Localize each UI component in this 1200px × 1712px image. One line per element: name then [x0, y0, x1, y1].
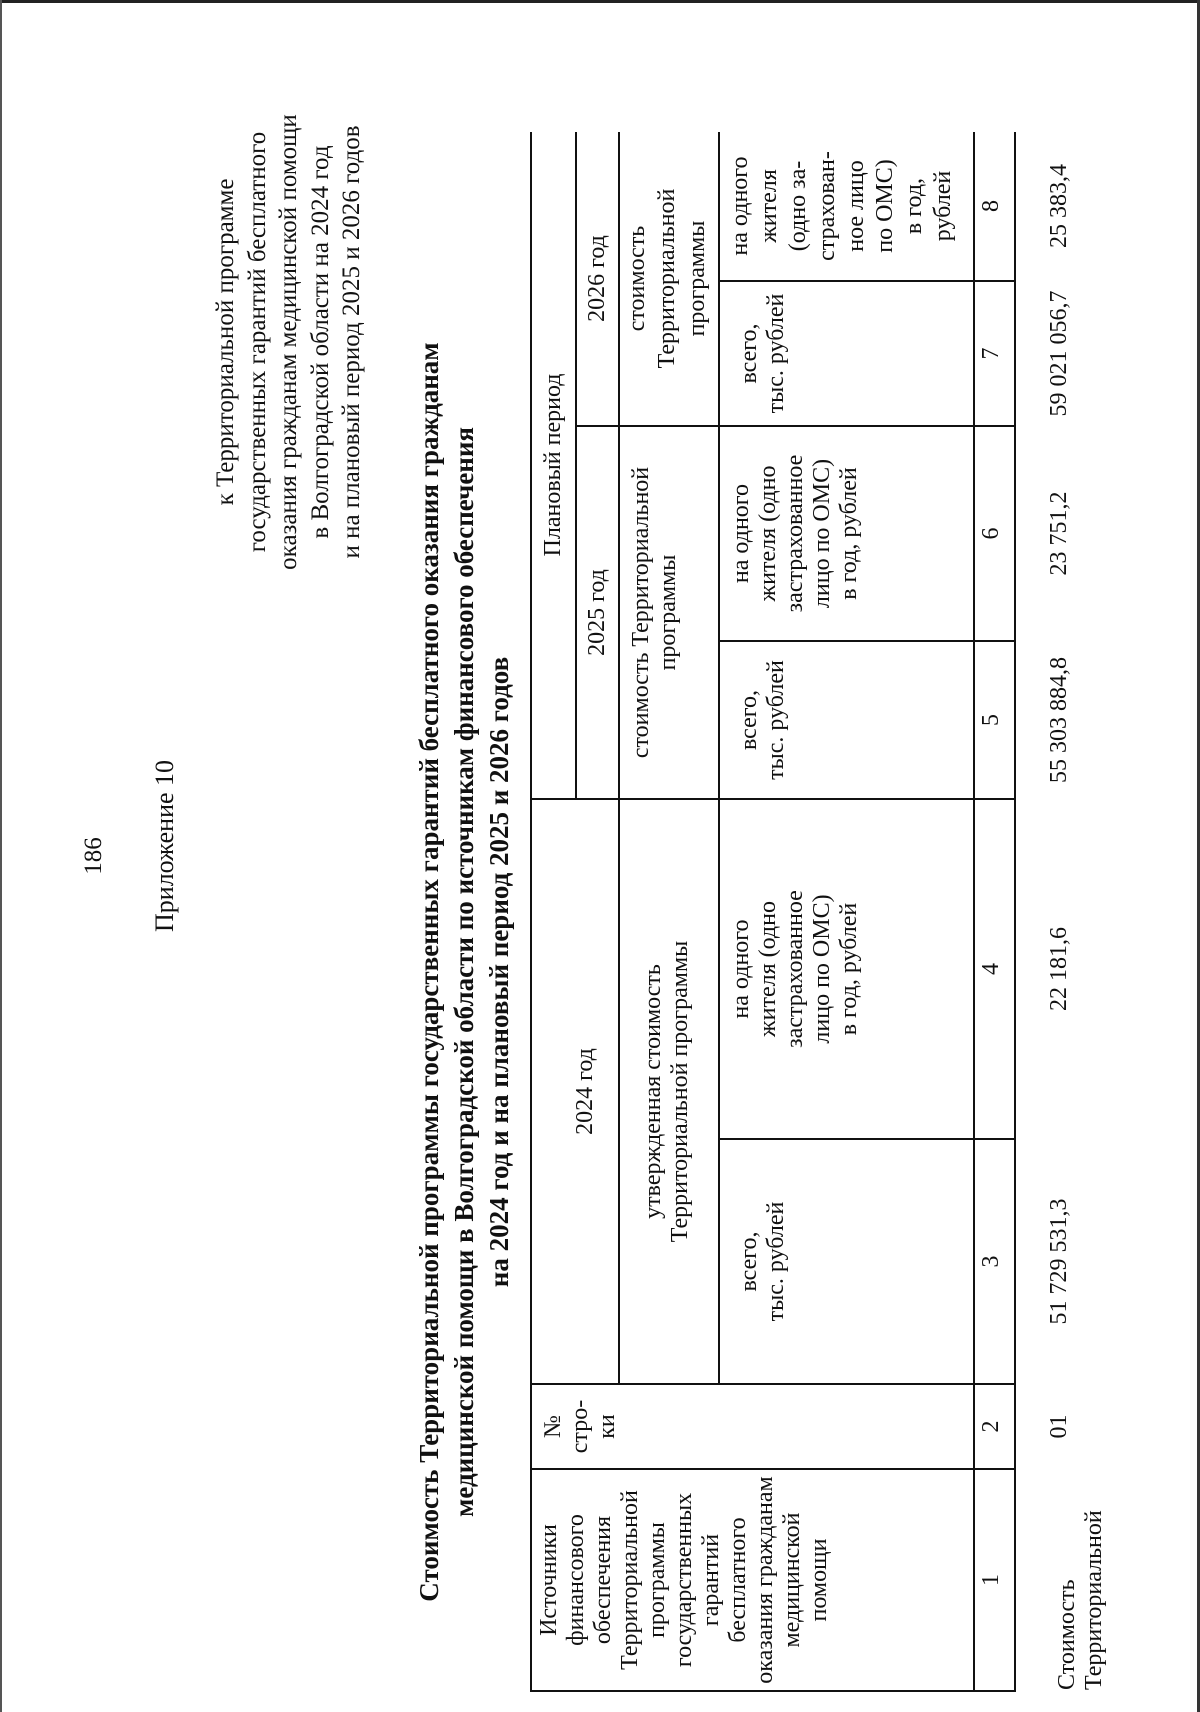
value-total-2024: 51 729 531,3 — [1046, 1198, 1072, 1325]
value-per-capita-2026: 25 383,4 — [1046, 164, 1072, 248]
annex-title: Приложение 10 — [150, 759, 179, 932]
value-per-capita-2024: 22 181,6 — [1046, 927, 1072, 1011]
header-total-2025: всего, тыс. рублей — [736, 660, 789, 780]
header-year-2024: 2024 год — [572, 1048, 598, 1135]
annex-subtitle-line: в Волгоградской области на 2024 год — [306, 145, 334, 539]
header-cost-2026: стоимость Территориальной программы — [624, 188, 710, 369]
value-total-2026: 59 021 056,7 — [1046, 290, 1072, 417]
title-line: Стоимость Территориальной программы государственных гарантий бесплатного оказания гражданам — [414, 342, 444, 1602]
header-total-2024: всего, тыс. рублей — [736, 1201, 789, 1322]
column-number: 8 — [978, 200, 1004, 212]
header-total-2026: всего, тыс. рублей — [736, 293, 789, 414]
header-funding-source: Источники финансового обеспечения Территориальной программы государственных гарантий бесплатного оказания гражданам медицинской помощи — [536, 1476, 832, 1684]
header-approved-cost-2024: утвержденная стоимость Территориальной программы — [640, 940, 693, 1243]
page-number: 186 — [80, 837, 107, 875]
column-number: 1 — [978, 1574, 1004, 1586]
annex-subtitle-line: государственных гарантий бесплатного — [243, 131, 271, 553]
column-number: 4 — [978, 963, 1004, 975]
table-border-top — [530, 132, 532, 1692]
column-number: 2 — [978, 1420, 1004, 1433]
column-number: 5 — [978, 714, 1004, 726]
annex-subtitle-line: и на плановый период 2025 и 2026 годов — [338, 125, 365, 559]
column-number: 6 — [978, 527, 1004, 540]
header-cost-2025: стоимость Территориальной программы — [628, 466, 681, 759]
table-border-bottom — [1014, 132, 1016, 1692]
table-row-divider — [718, 132, 720, 1385]
document-title — [412, 302, 517, 1642]
header-planned-period: Плановый период — [540, 373, 566, 557]
header-per-capita-2024: на одного жителя (одно застрахованное лицо по ОМС) в год, рублей — [728, 890, 862, 1048]
title-line: на 2024 год и на плановый период 2025 и 2026 годов — [484, 656, 514, 1288]
header-year-2025: 2025 год — [584, 569, 610, 656]
table-numbers-divider — [973, 132, 975, 1692]
column-number: 7 — [978, 347, 1004, 360]
table-row-divider — [575, 132, 577, 800]
header-per-capita-2025: на одного жителя (одно застрахованное лицо по ОМС) в год, рублей — [728, 454, 862, 613]
value-total-2025: 55 303 884,8 — [1046, 657, 1072, 783]
header-row-number: № стро- ки — [540, 1399, 620, 1454]
row-label-total-cost: Стоимость Территориальной — [1054, 1510, 1107, 1690]
column-number: 3 — [978, 1255, 1004, 1268]
table-border-left — [530, 1690, 1016, 1692]
header-per-capita-2026: на одного жителя (одно за- страхован- ное лицо по ОМС) в год, рублей — [727, 151, 956, 261]
row-number-01: 01 — [1046, 1414, 1072, 1439]
value-per-capita-2025: 23 751,2 — [1046, 491, 1072, 576]
title-line: медицинской помощи в Волгоградской области по источникам финансового обеспечения — [449, 426, 479, 1518]
annex-subtitle — [210, 32, 368, 652]
annex-subtitle-line: к Территориальной программе — [212, 178, 239, 506]
table-row-divider — [618, 132, 620, 1385]
header-year-2026: 2026 год — [584, 235, 610, 322]
annex-subtitle-line: оказания гражданам медицинской помощи — [275, 114, 302, 570]
